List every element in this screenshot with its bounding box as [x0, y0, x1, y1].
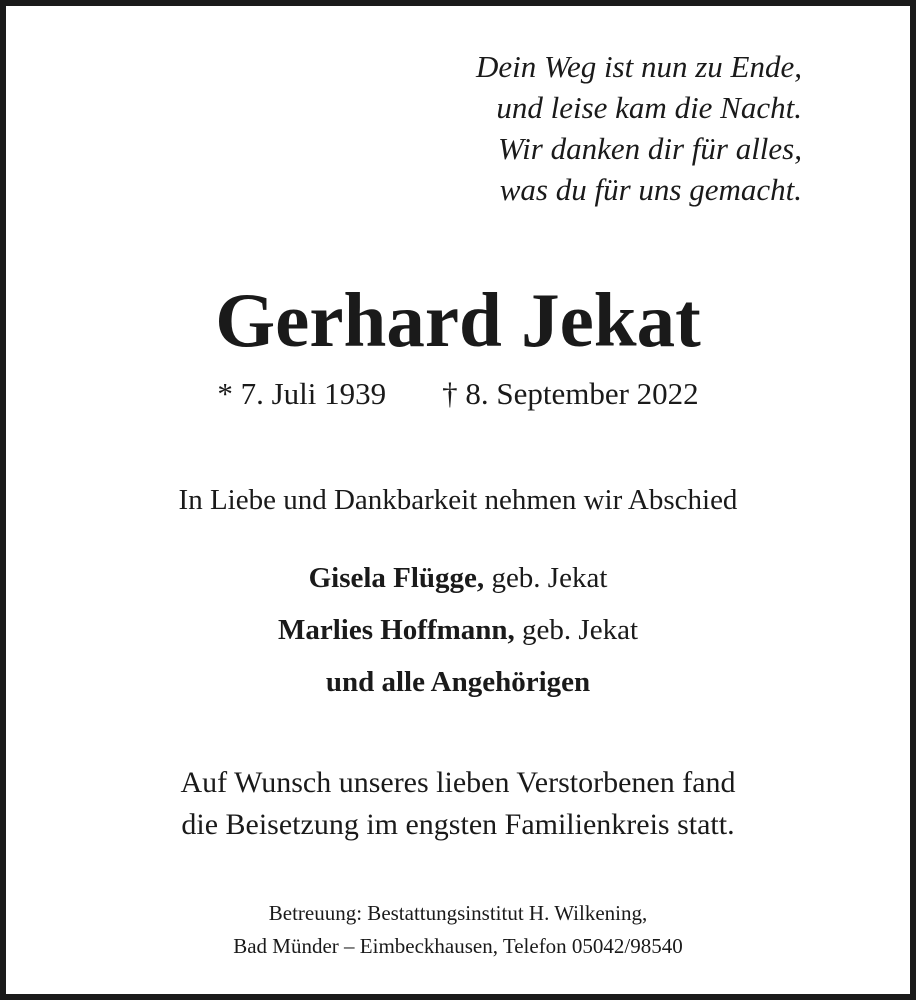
notice-line: Auf Wunsch unseres lieben Verstorbenen fand	[180, 766, 736, 799]
memorial-poem	[476, 46, 802, 210]
birth-date: * 7. Juli 1939	[217, 376, 387, 411]
poem-line: Wir danken dir für alles,	[498, 131, 802, 166]
farewell-line: In Liebe und Dankbarkeit nehmen wir Abschied	[178, 484, 738, 516]
undertaker-info	[6, 897, 910, 963]
undertaker-line: Bad Münder – Eimbeckhausen, Telefon 05042/98540	[233, 934, 683, 958]
mourners-list	[6, 552, 910, 708]
mourner-name: Marlies Hoffmann,	[277, 614, 515, 646]
mourner-entry	[6, 656, 910, 708]
mourner-name: Gisela Flügge,	[308, 562, 485, 594]
notice-line: die Beisetzung im engsten Familienkreis statt.	[181, 808, 735, 841]
life-dates	[6, 374, 910, 414]
poem-line: was du für uns gemacht.	[499, 172, 802, 207]
burial-notice	[6, 762, 910, 846]
poem-line: Dein Weg ist nun zu Ende,	[475, 49, 802, 84]
death-date: † 8. September 2022	[442, 376, 699, 411]
mourner-note: geb. Jekat	[491, 562, 608, 594]
deceased-name: Gerhard Jekat	[215, 277, 701, 363]
mourner-entry	[6, 552, 910, 604]
mourner-name: und alle Angehörigen	[325, 666, 591, 698]
mourner-entry	[6, 604, 910, 656]
mourner-note: geb. Jekat	[522, 614, 639, 646]
poem-line: und leise kam die Nacht.	[496, 90, 802, 125]
undertaker-line: Betreuung: Bestattungsinstitut H. Wilkening,	[268, 901, 648, 925]
